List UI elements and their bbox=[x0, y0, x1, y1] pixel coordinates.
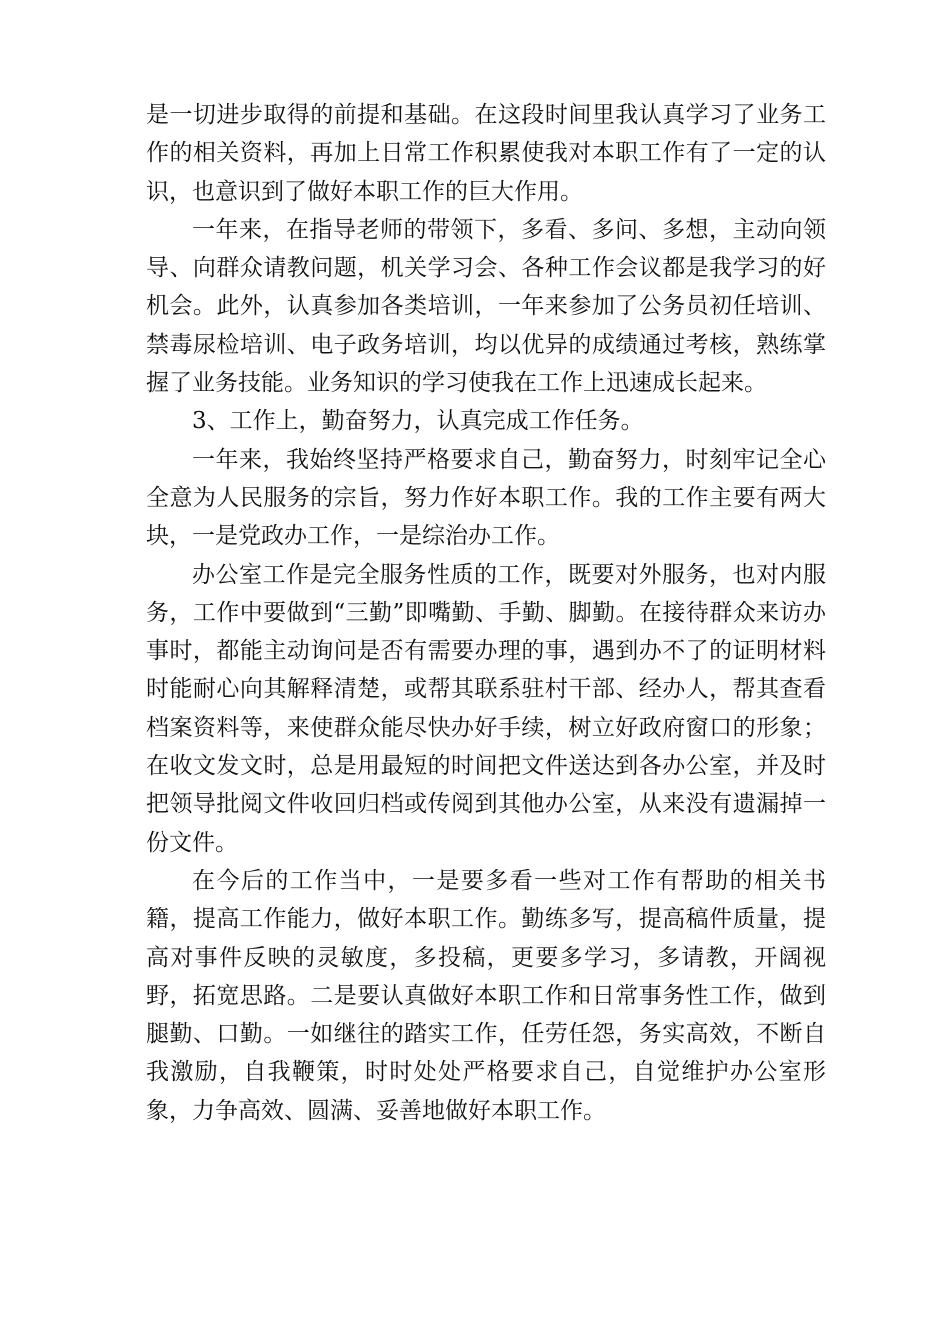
paragraph-learning: 一年来，在指导老师的带领下，多看、多问、多想，主动向领导、向群众请教问题，机关学习会、各种工作会议都是我学习的好机会。此外，认真参加各类培训，一年来参加了公务员初任培训、禁毒尿检培训、电子政务培训，均以优异的成绩通过考核，熟练掌握了业务技能。业务知识的学习使我在工作上迅速成长起来。 bbox=[146, 216, 826, 397]
document-page bbox=[146, 96, 826, 1130]
paragraph-future-plans: 在今后的工作当中，一是要多看一些对工作有帮助的相关书籍，提高工作能力，做好本职工作。勤练多写，提高稿件质量，提高对事件反映的灵敏度，多投稿，更要多学习，多请教，开阔视野，拓宽思路。二是要认真做好本职工作和日常事务性工作，做到腿勤、口勤。一如继往的踏实工作，任劳任怨，务实高效，不断自我激励，自我鞭策，时时处处严格要求自己，自觉维护办公室形象，力争高效、圆满、妥善地做好本职工作。 bbox=[146, 867, 826, 1124]
paragraph-continuation: 是一切进步取得的前提和基础。在这段时间里我认真学习了业务工作的相关资料，再加上日常工作积累使我对本职工作有了一定的认识，也意识到了做好本职工作的巨大作用。 bbox=[146, 102, 826, 205]
section-heading-work: 3、工作上，勤奋努力，认真完成工作任务。 bbox=[192, 408, 644, 435]
paragraph-work-overview: 一年来，我始终坚持严格要求自己，勤奋努力，时刻牢记全心全意为人民服务的宗旨，努力作好本职工作。我的工作主要有两大块，一是党政办工作，一是综治办工作。 bbox=[146, 446, 826, 550]
paragraph-office-work: 办公室工作是完全服务性质的工作，既要对外服务，也对内服务，工作中要做到“三勤”即嘴勤、手勤、脚勤。在接待群众来访办事时，都能主动询问是否有需要办理的事，遇到办不了的证明材料时能耐心向其解释清楚，或帮其联系驻村干部、经办人，帮其查看档案资料等，来使群众能尽快办好手续，树立好政府窗口的形象；在收文发文时，总是用最短的时间把文件送达到各办公室，并及时把领导批阅文件收回归档或传阅到其他办公室，从来没有遗漏掉一份文件。 bbox=[146, 561, 826, 856]
